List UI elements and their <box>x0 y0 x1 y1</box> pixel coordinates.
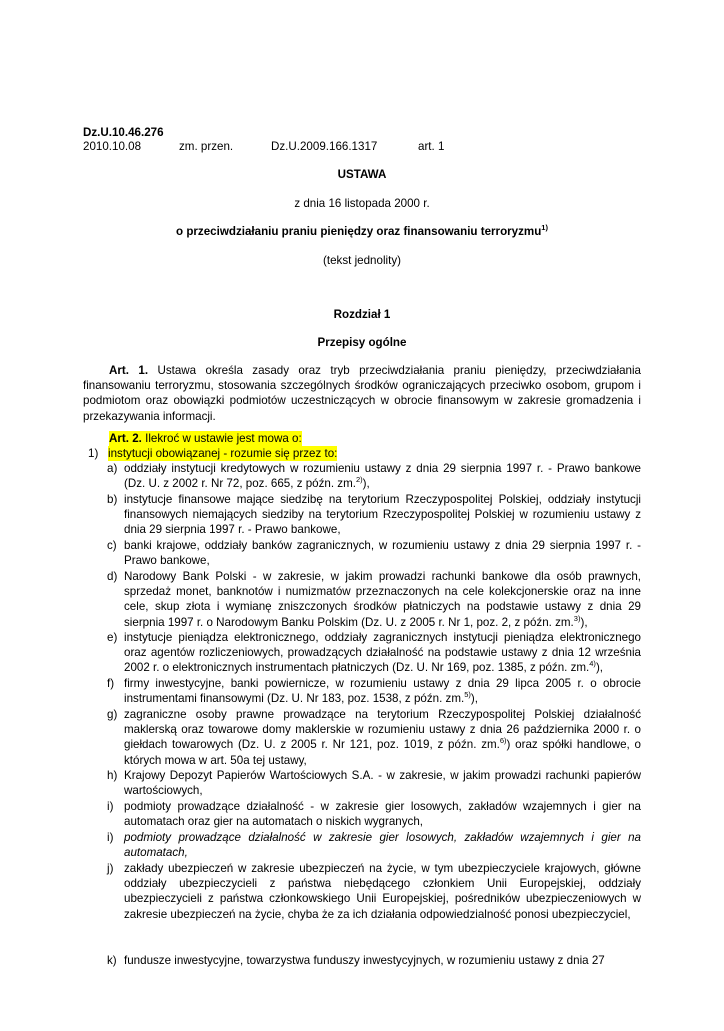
chapter-label: Rozdział 1 <box>333 308 391 321</box>
item-text: podmioty prowadzące działalność - w zakresie gier losowych, zakładów wzajemnych i gier na automatach oraz gier na automatach o niskich wygranych, <box>124 800 641 829</box>
item-label: j) <box>107 862 114 875</box>
item-text: oddziały instytucji kredytowych w rozumieniu ustawy z dnia 29 sierpnia 1997 r. - Prawo bankowe (Dz. U. z 2002 r. Nr 72, poz. 665, z późn. zm.$^{2)}$), <box>124 462 641 491</box>
point-1-text: instytucji obowiązanej - rozumie się przez to: <box>108 447 338 460</box>
item-text: fundusze inwestycyjne, towarzystwa funduszy inwestycyjnych, w rozumieniu ustawy z dnia 27 <box>124 954 605 967</box>
header-ref: Dz.U.2009.166.1317 <box>271 140 378 153</box>
article-1 <box>83 363 641 424</box>
art2-intro <box>109 431 302 446</box>
item-label: a) <box>107 462 118 475</box>
consolidated-note: (tekst jednolity) <box>323 254 401 267</box>
item-label: h) <box>107 769 118 782</box>
art1-text: Ustawa określa zasady oraz tryb przeciwdziałania praniu pieniędzy, przeciwdziałania finansowaniu terroryzmu, stosowania szczególnych środków ograniczających przeciwko osobom, grupom i podmiotom oraz obowiązki podmiotów uczestniczących w obrocie finansowym w zakresie gromadzenia i przekazywania informacji. <box>83 364 641 423</box>
item-text: Narodowy Bank Polski - w zakresie, w jakim prowadzi rachunki bankowe dla osób prawnych, sprzedaż monet, banknotów i numizmatów przeznaczonych na cele kolekcjonerskie oraz na inne cele, skup złota i wymianę zniszczonych środków płatniczych na podstawie ustawy z dnia 29 sierpnia 1997 r. o Narodowym Banku Polskim (Dz. U. z 2005 r. Nr 1, poz. 2, z późn. zm.$^{3)}$), <box>124 570 641 629</box>
item-label: e) <box>107 631 118 644</box>
art2-intro-text: Ilekroć w ustawie jest mowa o: <box>145 432 302 445</box>
item-text: instytucje pieniądza elektronicznego, oddziały zagranicznych instytucji pieniądza elektronicznego oraz agentów rozliczeniowych, prowadzących działalność na podstawie ustawy z dnia 12 września 2002 r. o elektronicznych instrumentach płatniczych (Dz. U. Nr 169, poz. 1385, z późn. zm.$^{4)}$), <box>124 631 641 675</box>
art1-label: Art. 1. <box>109 364 149 377</box>
item-text: banki krajowe, oddziały banków zagranicznych, w rozumieniu ustawy z dnia 29 sierpnia 1997 r. - Prawo bankowe, <box>124 539 641 568</box>
item-text: Krajowy Depozyt Papierów Wartościowych S.A. - w zakresie, w jakim prowadzi rachunki papierów wartościowych, <box>124 769 641 798</box>
article-2 <box>83 431 641 1031</box>
point-1-num: 1) <box>88 447 99 460</box>
item-label: f) <box>107 677 115 690</box>
subtitle-footnote: 1) <box>541 223 548 232</box>
art2-label: Art. 2. <box>109 432 142 445</box>
item-text: zakłady ubezpieczeń w zakresie ubezpieczeń na życie, w tym ubezpieczyciele krajowych, główne oddziały ubezpieczycieli z państwa niebędącego członkiem Unii Europejskiej, oddziały ubezpieczycieli z państwa członkowskiego Unii Europejskiej, pośredników ubezpieczeniowych w zakresie ubezpieczeń na życie, chyba że za ich działania odpowiedzialność ponosi ubezpieczyciel, <box>124 862 641 921</box>
item-label: b) <box>107 493 118 506</box>
subtitle-text: o przeciwdziałaniu praniu pieniędzy oraz finansowaniu terroryzmu <box>176 225 542 238</box>
item-text: podmioty prowadzące działalność w zakresie gier losowych, zakładów wzajemnych i gier na automatach, <box>124 831 641 860</box>
item-label: i) <box>107 831 114 844</box>
doc-subtitle <box>0 225 724 238</box>
doc-id: Dz.U.10.46.276 <box>83 126 164 139</box>
item-text: zagraniczne osoby prawne prowadzące na terytorium Rzeczypospolitej Polskiej działalność maklerską oraz towarowe domy maklerskie w rozumieniu ustawy z dnia 26 października 2000 r. o giełdach towarowych (Dz. U. z 2005 r. Nr 121, poz. 1019, z późn. zm.$^{6)}$) oraz spółki handlowe, o których mowa w art. 50a tej ustawy, <box>124 708 641 767</box>
header-change: zm. przen. <box>179 140 234 153</box>
doc-title: USTAWA <box>337 168 387 181</box>
header-art: art. 1 <box>418 140 445 153</box>
item-label: d) <box>107 570 118 583</box>
item-text: firmy inwestycyjne, banki powiernicze, w rozumieniu ustawy z dnia 29 lipca 2005 r. o obrocie instrumentami finansowymi (Dz. U. Nr 183, poz. 1538, z późn. zm.$^{5)}$), <box>124 677 641 706</box>
header-row <box>83 140 444 154</box>
item-label: k) <box>107 954 117 967</box>
date-line: z dnia 16 listopada 2000 r. <box>294 197 430 210</box>
item-label: c) <box>107 539 117 552</box>
item-text: instytucje finansowe mające siedzibę na terytorium Rzeczypospolitej Polskiej, oddziały instytucji finansowych niemających siedziby na terytorium Rzeczypospolitej Polskiej w rozumieniu ustawy z dnia 29 sierpnia 1997 r. - Prawo bankowe, <box>124 493 641 537</box>
chapter-title: Przepisy ogólne <box>317 336 407 349</box>
item-label: i) <box>107 800 114 813</box>
item-label: g) <box>107 708 118 721</box>
document-header <box>83 126 444 154</box>
header-date: 2010.10.08 <box>83 140 142 153</box>
